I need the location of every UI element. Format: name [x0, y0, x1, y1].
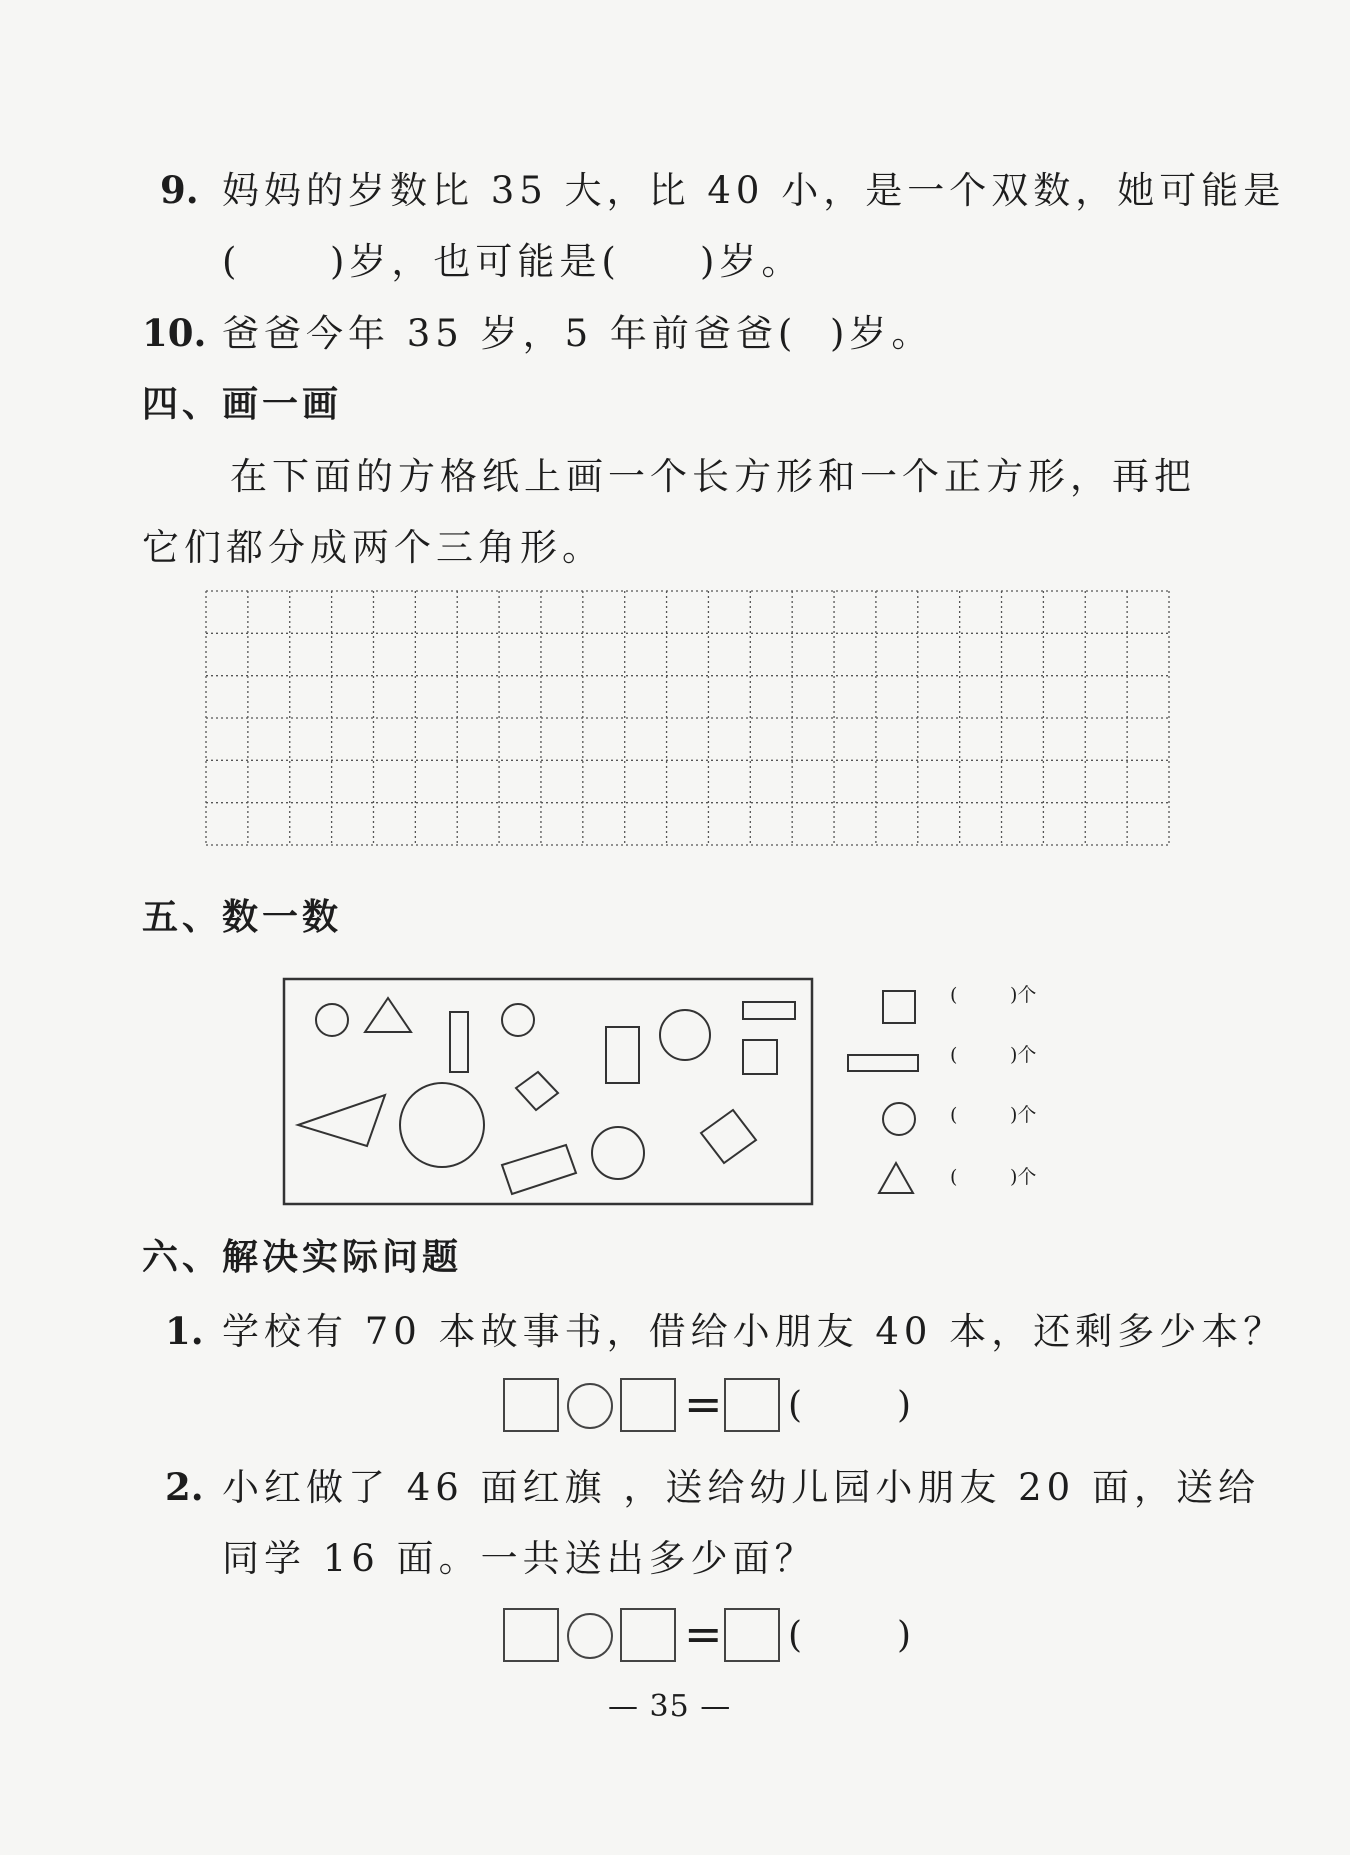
problem1-unit-close: ) [897, 1385, 912, 1426]
q10-text-before: 爸爸今年 35 岁，5 年前爸爸( [222, 312, 798, 355]
q9-line2-end: )岁。 [700, 240, 804, 283]
problem2-equals: = [684, 1607, 723, 1661]
problem1-equals: = [684, 1377, 723, 1431]
triangle-shape [365, 998, 411, 1032]
circle-count-close: )个 [1010, 1104, 1037, 1126]
triangle-count-open: ( [950, 1166, 958, 1188]
problem1-unit-open: ( [788, 1385, 803, 1426]
circle-shape [502, 1004, 534, 1036]
problem2-unit-blank[interactable] [805, 1610, 895, 1658]
problem1-unit-blank[interactable] [805, 1380, 895, 1428]
problem1-result-box[interactable] [724, 1378, 780, 1432]
problem1-operator-circle[interactable] [567, 1383, 613, 1429]
square-shape [701, 1110, 756, 1163]
problem2-operand2-box[interactable] [620, 1608, 676, 1662]
rectangle-shape [743, 1002, 795, 1019]
rectangle-shape [606, 1027, 639, 1083]
shapes-panel-frame [284, 979, 812, 1204]
square-count-close: )个 [1010, 984, 1037, 1006]
triangle-key-icon [875, 1158, 921, 1198]
q10-text-after: )岁。 [830, 312, 934, 355]
q10-answer-blank[interactable] [740, 308, 830, 352]
q9-number: 9. [160, 168, 199, 212]
rectangle-count-close: )个 [1010, 1044, 1037, 1066]
section4-title: 四、画一画 [142, 384, 343, 425]
rectangle-shape [502, 1145, 576, 1194]
problem2-line2: 同学 16 面。一共送出多少面？ [222, 1537, 817, 1580]
problem2-operand1-box[interactable] [503, 1608, 559, 1662]
rectangle-key-icon [845, 1052, 925, 1076]
page-number: — 35 — [608, 1689, 732, 1724]
q9-answer-blank-1[interactable] [245, 236, 325, 280]
triangle-count-close: )个 [1010, 1166, 1037, 1188]
square-shape [516, 1072, 558, 1110]
problem2-unit-close: ) [897, 1615, 912, 1656]
drawing-grid[interactable] [205, 590, 1170, 846]
circle-shape [660, 1010, 710, 1060]
circle-shape [316, 1004, 348, 1036]
circle-count-blank[interactable] [962, 1100, 1006, 1132]
rectangle-count-blank[interactable] [962, 1040, 1006, 1072]
section4-instruction-line1: 在下面的方格纸上画一个长方形和一个正方形，再把 [230, 455, 1196, 498]
square-key-icon [880, 988, 920, 1028]
section4-instruction-line2: 它们都分成两个三角形。 [142, 526, 604, 569]
section5-title: 五、数一数 [142, 897, 343, 938]
q9-line1: 妈妈的岁数比 35 大，比 40 小，是一个双数，她可能是 [222, 169, 1286, 212]
square-count-blank[interactable] [962, 980, 1006, 1012]
circle-count-open: ( [950, 1104, 958, 1126]
problem1-operand2-box[interactable] [620, 1378, 676, 1432]
problem1-operand1-box[interactable] [503, 1378, 559, 1432]
shapes-panel [280, 975, 820, 1210]
rectangle-shape [450, 1012, 468, 1072]
problem2-line1: 小红做了 46 面红旗 ，送给幼儿园小朋友 20 面，送给 [222, 1466, 1260, 1509]
triangle-count-blank[interactable] [962, 1162, 1006, 1194]
problem2-operator-circle[interactable] [567, 1613, 613, 1659]
circle-key-icon [880, 1100, 920, 1140]
problem2-unit-open: ( [788, 1615, 803, 1656]
triangle-shape [298, 1095, 385, 1146]
problem1-number: 1. [165, 1309, 204, 1353]
problem1-text: 学校有 70 本故事书，借给小朋友 40 本，还剩多少本？ [222, 1310, 1286, 1353]
rectangle-count-open: ( [950, 1044, 958, 1066]
circle-shape [592, 1127, 644, 1179]
square-count-open: ( [950, 984, 958, 1006]
problem2-result-box[interactable] [724, 1608, 780, 1662]
section6-title: 六、解决实际问题 [142, 1237, 463, 1278]
circle-shape [400, 1083, 484, 1167]
q9-line2-mid: )岁，也可能是( [330, 240, 621, 283]
q9-answer-blank-2[interactable] [605, 236, 695, 280]
q10-number: 10. [142, 311, 207, 355]
square-shape [743, 1040, 777, 1074]
q9-paren-open: ( [222, 240, 242, 283]
problem2-number: 2. [165, 1465, 204, 1509]
